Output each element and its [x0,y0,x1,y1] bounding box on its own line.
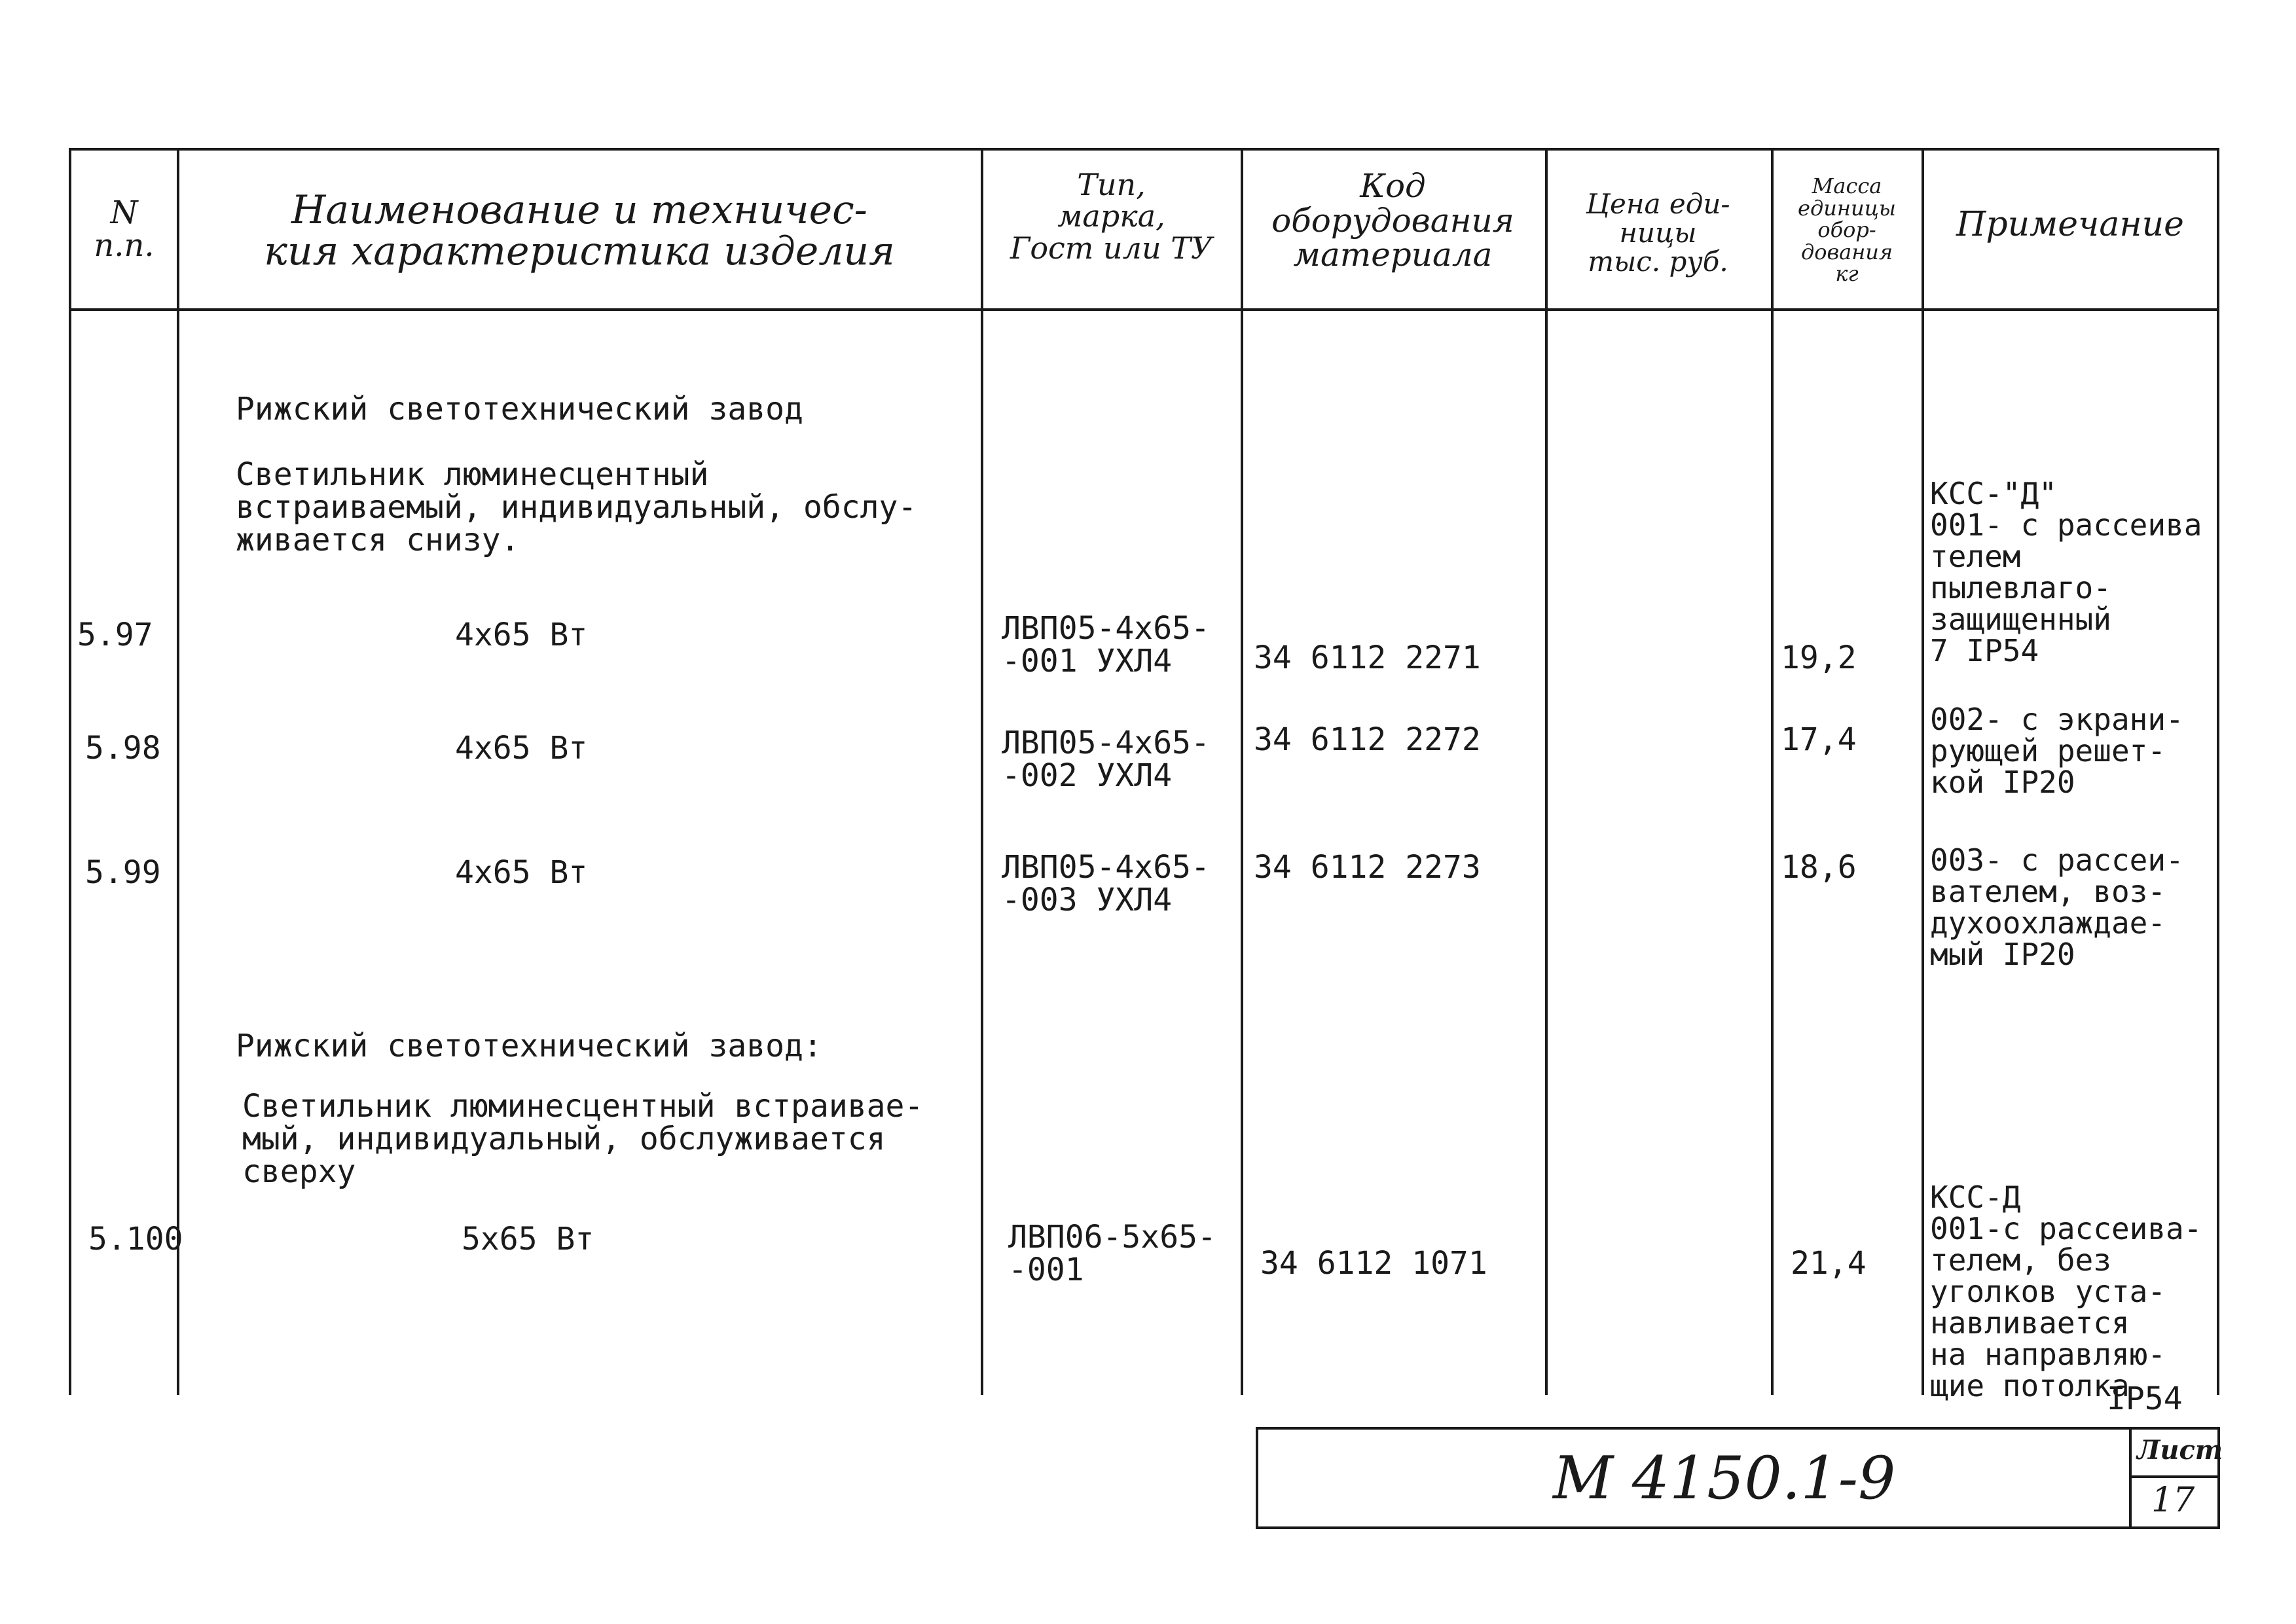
row-name: 4x65 Вт [455,617,588,653]
footer-ip-class: IP54 [2107,1380,2183,1417]
row-num: 5.98 [85,730,161,767]
row-code: 34 6112 1071 [1260,1245,1487,1282]
header-type: Тип, марка, Гост или ТУ [1010,167,1213,266]
row-mass: 18,6 [1781,849,1857,886]
sheet-box [2129,1430,2223,1526]
section-note: КСС-"Д" 001- с рассеива телем пылевлаго- защищенный 7 IP54 [1930,476,2202,668]
header-code: Код оборудования материала [1271,167,1514,274]
row-note: 003- с рассеи- вателем, воз- духоохлаждае- мый IP20 [1930,842,2184,972]
col-border-left [69,148,71,1395]
title-stamp [1256,1427,2223,1529]
row-code: 34 6112 2271 [1254,640,1481,676]
header-num: N п.п. [94,194,155,264]
sheet-label: Лист [2137,1435,2223,1466]
header-price: Цена еди- ницы тыс. руб. [1586,188,1730,278]
row-type: ЛВП05-4x65- -002 УХЛ4 [1002,725,1210,794]
header-mass: Масса единицы обор- дования кг [1798,173,1896,287]
row-num: 5.99 [85,854,161,891]
col-border-code-price [1545,148,1548,1395]
row-name: 4x65 Вт [455,854,588,891]
sheet-number: 17 [2151,1481,2195,1520]
col-border-price-mass [1771,148,1774,1395]
col-border-name-type [981,148,983,1395]
section-manufacturer: Рижский светотехнический завод [236,391,803,427]
row-mass: 17,4 [1781,721,1857,758]
row-note: КСС-Д 001-с рассеива- телем, без уголков уста- навливается на направляю- щие потолка [1930,1180,2202,1403]
row-name: 4x65 Вт [455,730,588,767]
col-border-num-name [177,148,179,1395]
document-number: М 4150.1-9 [1553,1444,1896,1513]
row-type: ЛВП05-4x65- -003 УХЛ4 [1002,849,1210,918]
section-description: Светильник люминесцентный встраивае- мый, индивидуальный, обслуживается сверху [242,1088,924,1190]
row-type: ЛВП06-5x65- -001 [1008,1219,1216,1288]
table-top-border [69,148,2219,151]
col-border-right [2217,148,2219,1395]
row-num: 5.97 [77,617,153,653]
row-name: 5x65 Вт [462,1221,594,1257]
row-type: ЛВП05-4x65- -001 УХЛ4 [1002,610,1210,679]
section-manufacturer: Рижский светотехнический завод: [236,1028,822,1064]
header-note: Примечание [1956,205,2184,244]
col-border-mass-note [1922,148,1924,1395]
row-num: 5.100 [88,1221,183,1257]
header-bottom-border [69,308,2219,311]
row-code: 34 6112 2273 [1254,849,1481,886]
row-note: 002- с экрани- рующей решет- кой IP20 [1930,702,2184,800]
sheet-divider [2132,1475,2217,1478]
row-code: 34 6112 2272 [1254,721,1481,758]
header-name: Наименование и техничес- кия характеристика изделия [264,187,895,274]
row-mass: 19,2 [1781,640,1857,676]
row-mass: 21,4 [1791,1245,1867,1282]
section-description: Светильник люминесцентный встраиваемый, индивидуальный, обслу- живается снизу. [236,456,917,558]
col-border-type-code [1241,148,1243,1395]
